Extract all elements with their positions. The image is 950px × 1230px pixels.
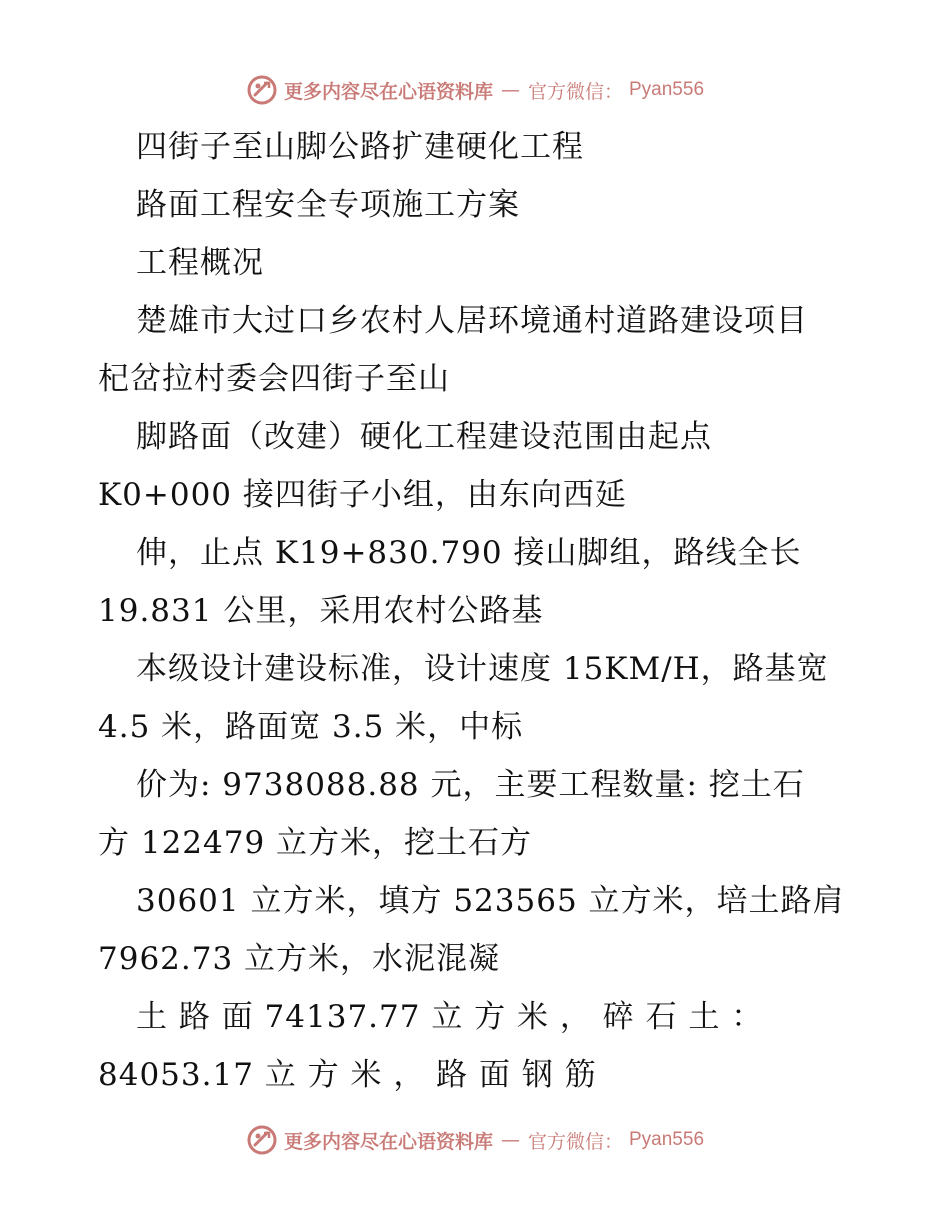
paragraph-line: 土 路 面 74137.77 立 方 米 ， 碎 石 土 ： (136, 999, 764, 1035)
seal-logo-icon (246, 74, 278, 106)
section-heading: 工程概况 (136, 245, 264, 281)
watermark-promo-text: 更多内容尽在心语资料库 (283, 80, 493, 103)
watermark-dash: — (500, 1129, 520, 1151)
paragraph-line: 杞岔拉村委会四街子至山 (98, 361, 450, 397)
paragraph-line: 楚雄市大过口乡农村人居环境通村道路建设项目 (136, 303, 808, 339)
watermark-wechat-label: 官方微信： (527, 80, 623, 103)
header-watermark-banner (0, 70, 950, 110)
paragraph-line: K0+000 接四街子小组，由东向西延 (98, 477, 627, 513)
document-subtitle: 路面工程安全专项施工方案 (136, 187, 520, 223)
paragraph-line: 价为: 9738088.88 元，主要工程数量: 挖土石 (136, 767, 805, 803)
paragraph-line: 方 122479 立方米，挖土石方 (98, 825, 533, 861)
paragraph-line: 30601 立方米，填方 523565 立方米，培土路肩 (136, 883, 845, 919)
paragraph-line: 19.831 公里，采用农村公路基 (98, 593, 544, 629)
watermark-wechat-id: Pyan556 (629, 1129, 705, 1150)
footer-watermark-banner (0, 1120, 950, 1160)
paragraph-line: 脚路面（改建）硬化工程建设范围由起点 (136, 419, 712, 455)
paragraph-line: 84053.17 立 方 米 ， 路 面 钢 筋 (98, 1057, 597, 1093)
seal-logo-icon (246, 1124, 278, 1156)
paragraph-line: 伸，止点 K19+830.790 接山脚组，路线全长 (136, 535, 802, 571)
paragraph-line: 7962.73 立方米，水泥混凝 (98, 941, 501, 977)
watermark-promo-text: 更多内容尽在心语资料库 (283, 1130, 493, 1153)
document-body (98, 118, 858, 1104)
document-title: 四街子至山脚公路扩建硬化工程 (136, 129, 584, 165)
watermark-dash: — (500, 79, 520, 101)
paragraph-line: 4.5 米，路面宽 3.5 米，中标 (98, 709, 524, 745)
watermark-wechat-label: 官方微信： (527, 1130, 623, 1153)
paragraph-line: 本级设计建设标准，设计速度 15KM/H，路基宽 (136, 651, 829, 687)
watermark-wechat-id: Pyan556 (629, 79, 705, 100)
